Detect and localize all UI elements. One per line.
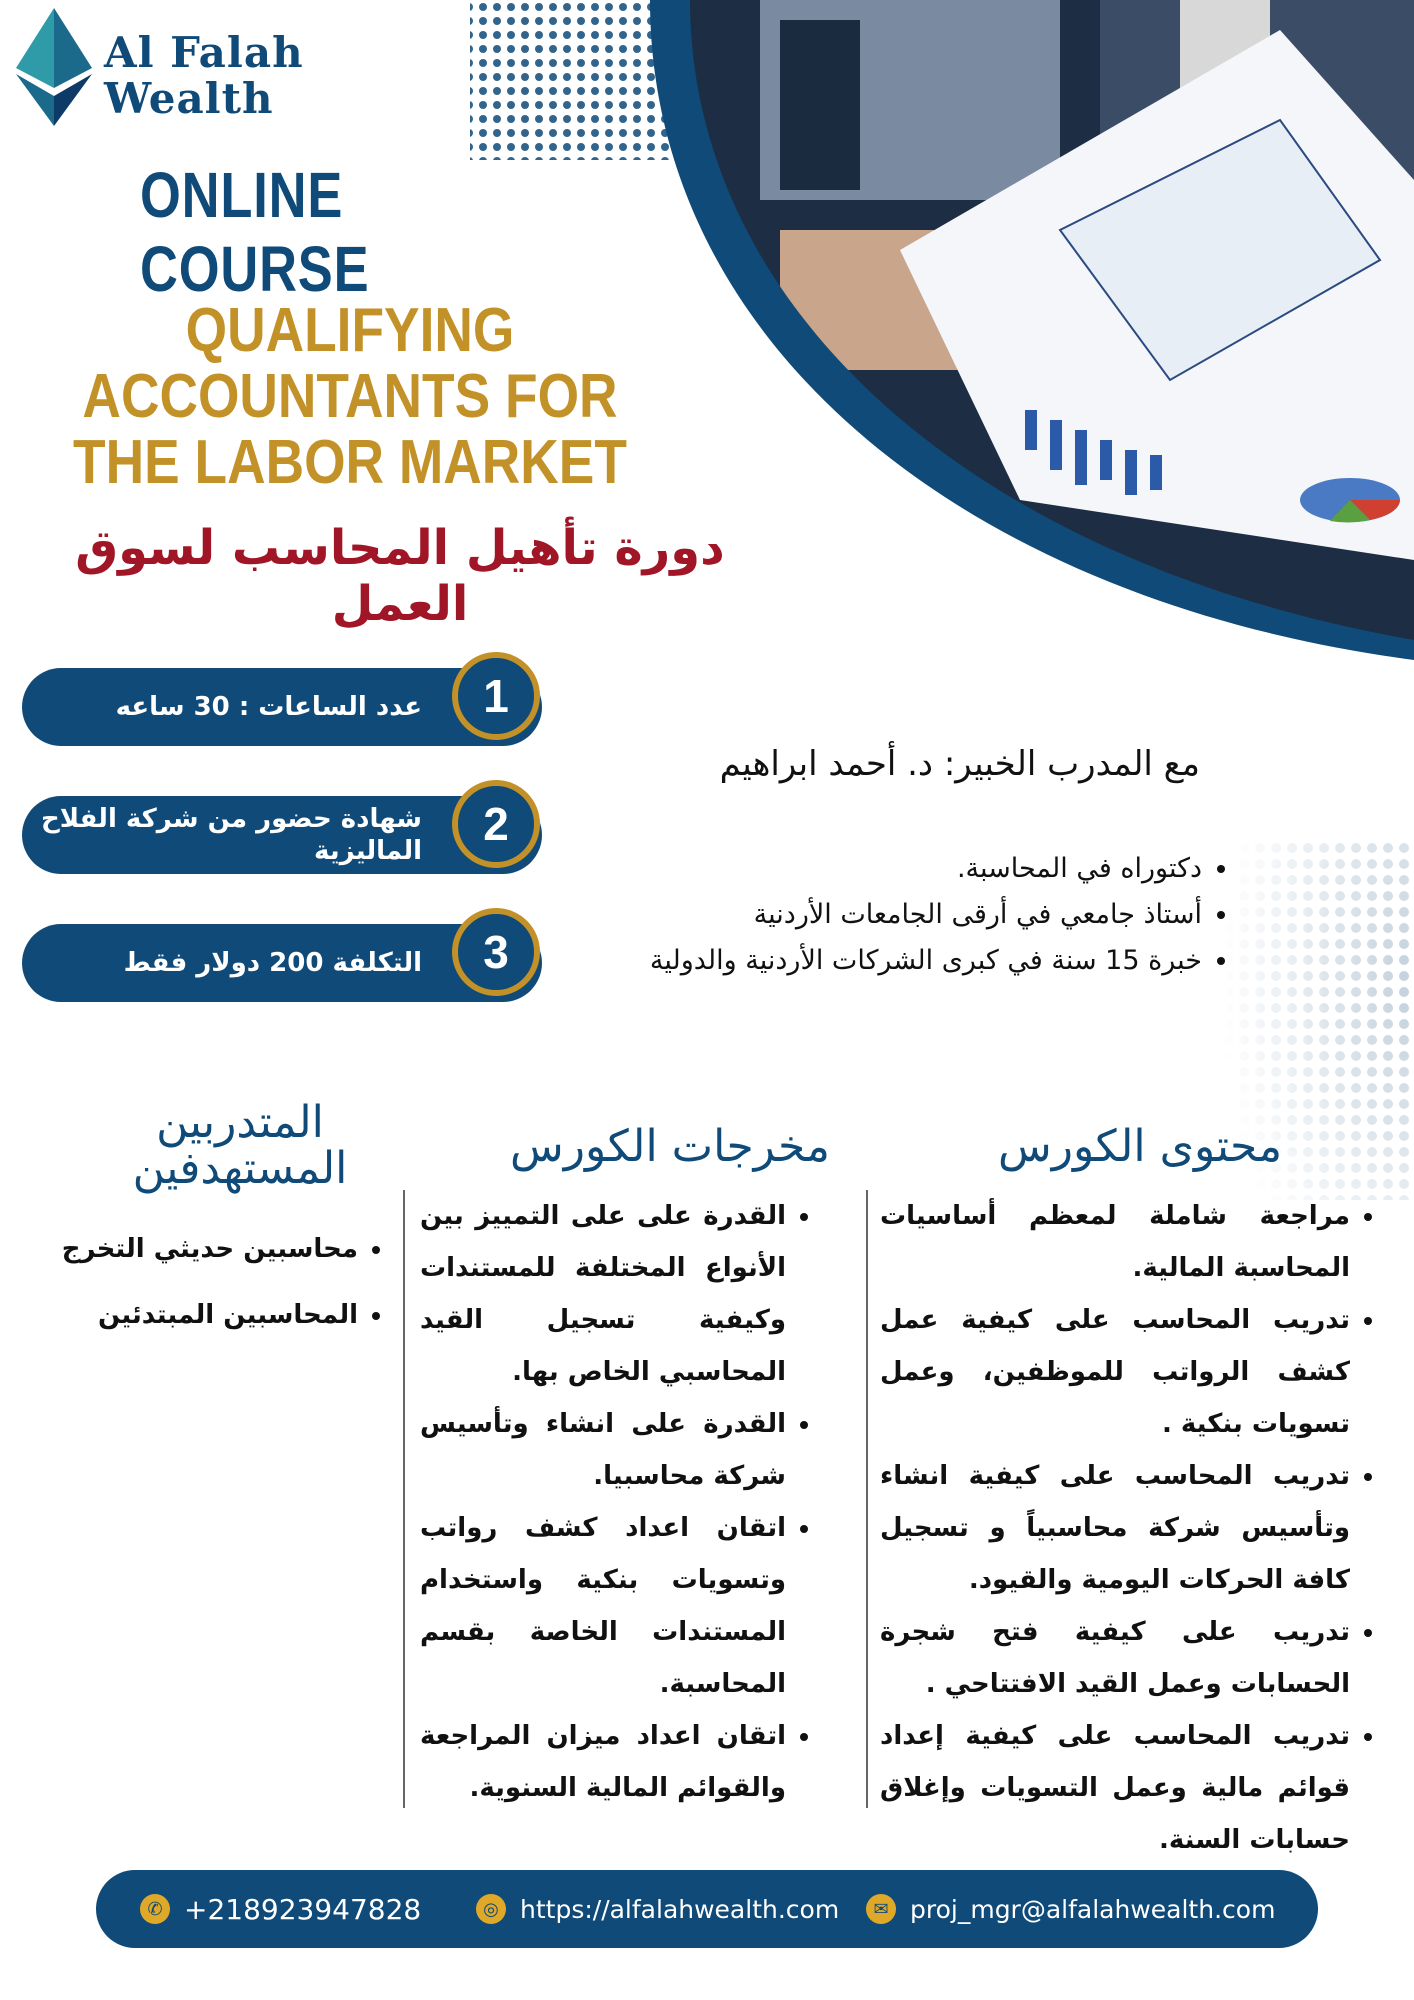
contact-footer xyxy=(96,1870,1318,1948)
phone-icon: ✆ xyxy=(140,1894,170,1924)
content-item: • تدريب على كيفية فتح شجرة الحسابات وعمل القيد الافتتاحي . xyxy=(880,1606,1350,1710)
trainer-bio xyxy=(560,846,1230,984)
column-divider xyxy=(403,1190,405,1808)
outcomes-heading: مخرجات الكورس xyxy=(510,1121,830,1172)
outcome-item: • اتقان اعداد كشف رواتب وتسويات بنكية واستخدام المستندات الخاصة بقسم المحاسبة. xyxy=(420,1502,786,1710)
outcome-item: • اتقان اعداد ميزان المراجعة والقوائم المالية السنوية. xyxy=(420,1710,786,1814)
email-address: proj_mgr@alfalahwealth.com xyxy=(910,1894,1276,1924)
feature-number: 2 xyxy=(452,780,540,868)
content-item: • مراجعة شاملة لمعظم أساسيات المحاسبة المالية. xyxy=(880,1190,1350,1294)
bio-item: • أستاذ جامعي في أرقى الجامعات الأردنية xyxy=(560,892,1202,938)
content-item: • تدريب المحاسب على كيفية عمل كشف الرواتب للموظفين، وعمل تسويات بنكية . xyxy=(880,1294,1350,1450)
bio-item: • خبرة 15 سنة في كبرى الشركات الأردنية والدولية xyxy=(560,938,1202,984)
content-item: • تدريب المحاسب على كيفية انشاء وتأسيس شركة محاسبياً و تسجيل كافة الحركات اليومية والقيود. xyxy=(880,1450,1350,1606)
bio-item: • دكتوراه في المحاسبة. xyxy=(560,846,1202,892)
audience-item: • محاسبين حديثي التخرج xyxy=(30,1216,358,1282)
course-title-line-2: THE LABOR MARKET xyxy=(73,428,627,497)
course-title xyxy=(49,298,651,496)
content-list xyxy=(880,1190,1384,1866)
phone-number: +218923947828 xyxy=(184,1892,422,1926)
feature-number: 1 xyxy=(452,652,540,740)
brand-line-2: Wealth xyxy=(104,74,274,123)
globe-icon: ◎ xyxy=(476,1894,506,1924)
brand-name xyxy=(104,30,304,122)
content-heading: محتوى الكورس xyxy=(997,1121,1283,1172)
audience-item: • المحاسبين المبتدئين xyxy=(30,1282,358,1348)
outcome-item: • القدرة على على التمييز بين الأنواع المختلفة للمستندات وكيفية تسجيل القيد المحاسبي الخاص بها. xyxy=(420,1190,786,1398)
course-title-line-1: QUALIFYING ACCOUNTANTS FOR xyxy=(82,296,618,431)
feature-text: التكلفة 200 دولار فقط xyxy=(123,948,422,978)
arabic-course-title: دورة تأهيل المحاسب لسوق العمل xyxy=(75,520,725,632)
content-item: • تدريب المحاسب على كيفية إعداد قوائم مالية وعمل التسويات وإغلاق حسابات السنة. xyxy=(880,1710,1350,1866)
audience-heading: المتدربين المستهدفين xyxy=(132,1097,348,1194)
feature-number: 3 xyxy=(452,908,540,996)
column-divider xyxy=(866,1190,868,1808)
feature-text: عدد الساعات : 30 ساعه xyxy=(115,692,422,722)
brand-line-1: Al Falah xyxy=(104,28,304,77)
phone-contact[interactable] xyxy=(140,1870,421,1948)
logo xyxy=(14,8,314,128)
feature-text: شهادة حضور من شركة الفلاح الماليزية xyxy=(40,804,422,866)
website-url: https://alfalahwealth.com xyxy=(520,1894,840,1924)
audience-list xyxy=(30,1216,392,1348)
email-link[interactable] xyxy=(866,1870,1275,1948)
diamond-logo-icon xyxy=(14,8,94,128)
outcomes-list xyxy=(420,1190,820,1814)
course-kicker: ONLINE COURSE xyxy=(140,159,370,305)
outcome-item: • القدرة على انشاء وتأسيس شركة محاسبيا. xyxy=(420,1398,786,1502)
email-icon: ✉ xyxy=(866,1894,896,1924)
trainer-line: مع المدرب الخبير: د. أحمد ابراهيم xyxy=(719,744,1200,784)
website-link[interactable] xyxy=(476,1870,839,1948)
